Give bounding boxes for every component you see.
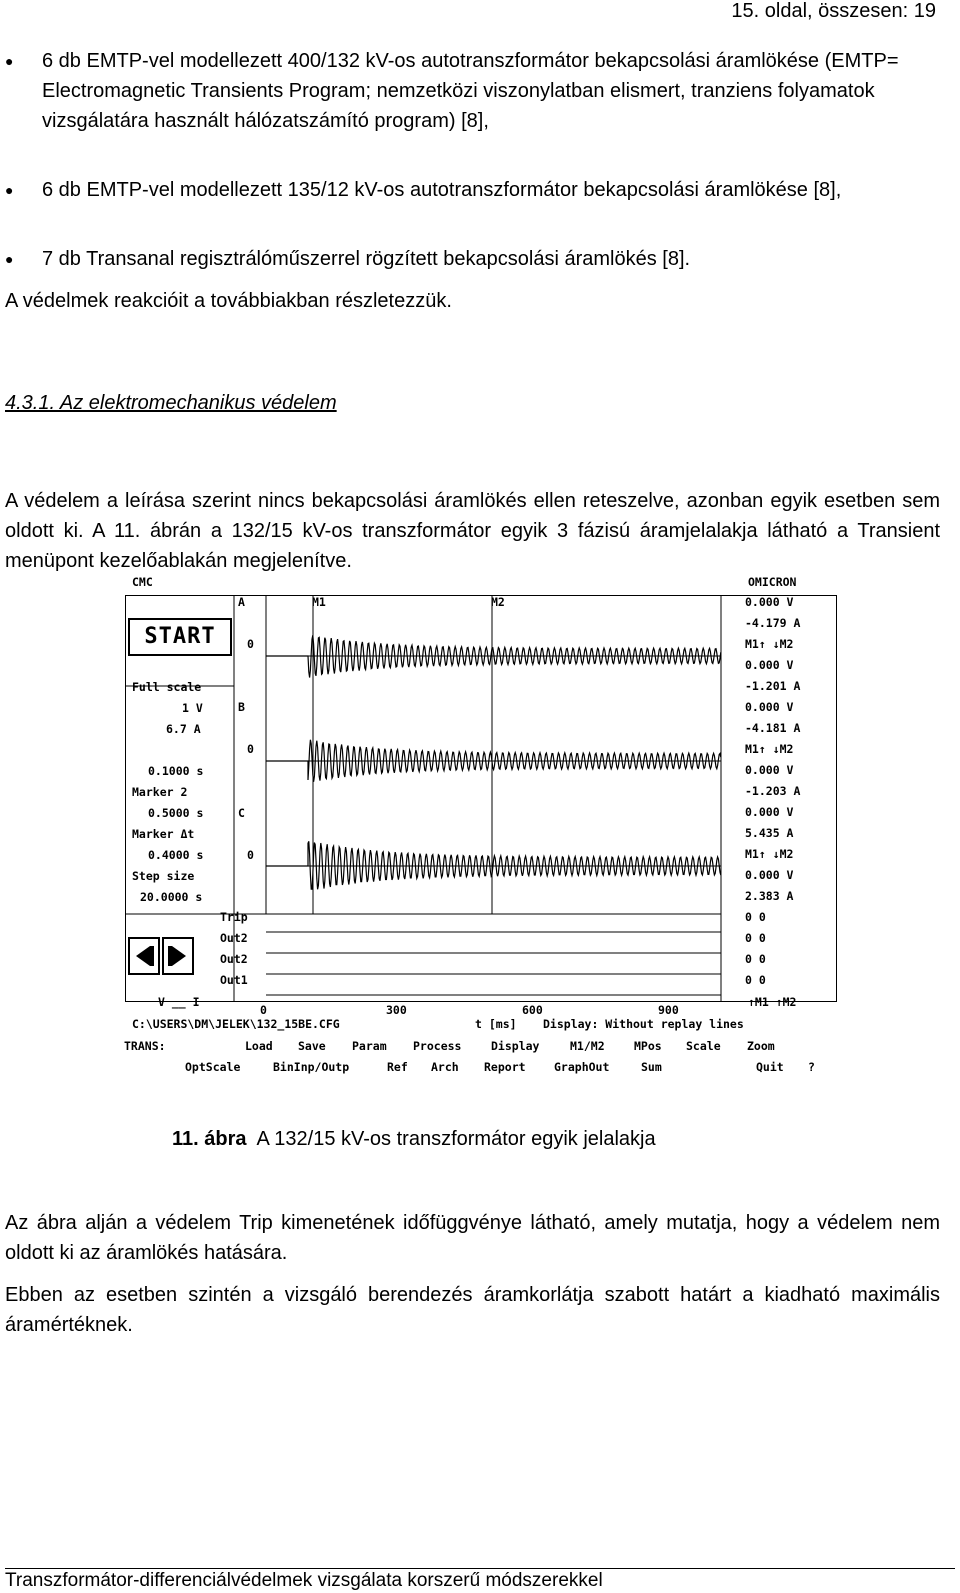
readout-value: M1↑ ↓M2 — [745, 847, 794, 861]
readout-value: 0 0 — [745, 952, 766, 966]
marker-m1-label: M1 — [312, 595, 326, 609]
readout-value: 0.000 V — [745, 700, 794, 714]
marker2-label: Marker 2 — [132, 785, 188, 799]
x-tick-0: 0 — [260, 1003, 267, 1017]
readout-value: 0 0 — [745, 910, 766, 924]
caption-label: 11. ábra — [172, 1128, 247, 1150]
caption-text: A 132/15 kV-os transzformátor egyik jelalakja — [256, 1128, 656, 1150]
marker2-time: 0.5000 s — [148, 806, 204, 820]
bullet-item: 6 db EMTP-vel modellezett 135/12 kV-os autotranszformátor bekapcsolási áramlökése [8], — [42, 179, 842, 201]
readout-value: -4.179 A — [745, 616, 801, 630]
transient-screen-figure — [120, 570, 840, 1080]
menu-help[interactable]: ? — [808, 1060, 815, 1074]
intro-text: A védelmek reakcióit a továbbiakban részletezzük. — [5, 290, 452, 312]
after-paragraph-2: Ebben az esetben szintén a vizsgáló berendezés áramkorlátja szabott határt a kiadható maximális áramértéknek. — [5, 1284, 940, 1336]
readout-value: 0 0 — [745, 973, 766, 987]
step-size-value: 20.0000 s — [140, 890, 203, 904]
display-mode: Display: Without replay lines — [543, 1017, 744, 1031]
figure-caption — [172, 1128, 656, 1151]
channel-b-label: B — [238, 700, 245, 714]
menu-m1m2[interactable]: M1/M2 — [570, 1039, 605, 1053]
readout-value: -1.203 A — [745, 784, 801, 798]
section-heading: 4.3.1. Az elektromechanikus védelem — [5, 392, 337, 414]
bullet-mark: ● — [5, 53, 14, 69]
readout-value: 0.000 V — [745, 658, 794, 672]
bullet-mark: ● — [5, 251, 14, 267]
readout-value: 0.000 V — [745, 805, 794, 819]
x-tick-900: 900 — [658, 1003, 679, 1017]
menu-zoom[interactable]: Zoom — [747, 1039, 775, 1053]
channel-a-zero: 0 — [247, 637, 254, 651]
menu-mpos[interactable]: MPos — [634, 1039, 662, 1053]
page-header: 15. oldal, összesen: 19 — [731, 0, 936, 22]
readout-value: 0.000 V — [745, 868, 794, 882]
channel-c-label: C — [238, 806, 245, 820]
menu-optscale[interactable]: OptScale — [185, 1060, 241, 1074]
menu-graphout[interactable]: GraphOut — [554, 1060, 610, 1074]
channel-a-label: A — [238, 595, 245, 609]
scroll-left-button[interactable] — [128, 937, 160, 975]
readout-value: -1.201 A — [745, 679, 801, 693]
menu-sum[interactable]: Sum — [641, 1060, 662, 1074]
menu-display[interactable]: Display — [491, 1039, 540, 1053]
start-button[interactable]: START — [128, 618, 232, 656]
readout-value: 0 0 — [745, 931, 766, 945]
readout-value: -4.181 A — [745, 721, 801, 735]
binary-out2-label: Out2 — [220, 931, 248, 945]
menu-process[interactable]: Process — [413, 1039, 462, 1053]
marker-delta-label: Marker Δt — [132, 827, 195, 841]
menu-report[interactable]: Report — [484, 1060, 526, 1074]
readout-value: M1↑ ↓M2 — [745, 637, 794, 651]
marker-delta-time: 0.4000 s — [148, 848, 204, 862]
scroll-right-button[interactable] — [162, 937, 194, 975]
readout-value: 0.000 V — [745, 595, 794, 609]
after-paragraph-1: Az ábra alján a védelem Trip kimenetének időfüggvénye látható, amely mutatja, hogy a védelem nem oldott ki az áramlökés hatására. — [5, 1212, 940, 1264]
menu-arch[interactable]: Arch — [431, 1060, 459, 1074]
binary-out2b-label: Out2 — [220, 952, 248, 966]
x-unit-label: t [ms] — [475, 1017, 517, 1031]
menu-bininp[interactable]: BinInp/Outp — [273, 1060, 350, 1074]
marker-bottom-label: ↑M1 ↑M2 — [748, 995, 797, 1009]
readout-value: 5.435 A — [745, 826, 794, 840]
menu-ref[interactable]: Ref — [387, 1060, 408, 1074]
menu-scale[interactable]: Scale — [686, 1039, 721, 1053]
full-scale-label: Full scale — [132, 680, 202, 694]
readout-value: M1↑ ↓M2 — [745, 742, 794, 756]
bullet-mark: ● — [5, 182, 14, 198]
channel-c-zero: 0 — [247, 848, 254, 862]
omicron-label: OMICRON — [748, 575, 797, 589]
readout-value: 0.000 V — [745, 763, 794, 777]
step-size-label: Step size — [132, 869, 195, 883]
file-path: C:\USERS\DM\JELEK\132_15BE.CFG — [132, 1017, 340, 1031]
marker1-time: 0.1000 s — [148, 764, 204, 778]
marker-m2-label: M2 — [491, 595, 505, 609]
full-scale-current: 6.7 A — [166, 722, 201, 736]
page-footer: Transzformátor-differenciálvédelmek vizsgálata korszerű módszerekkel — [5, 1570, 603, 1591]
footer-divider — [5, 1568, 955, 1569]
full-scale-voltage: 1 V — [182, 701, 203, 715]
x-tick-600: 600 — [522, 1003, 543, 1017]
menu-title: TRANS: — [124, 1039, 166, 1053]
cmc-label: CMC — [132, 575, 153, 589]
channel-b-zero: 0 — [247, 742, 254, 756]
waveform-trace — [266, 841, 721, 889]
section-paragraph: A védelem a leírása szerint nincs bekapcsolási áramlökés ellen reteszelve, azonban egyik esetben sem oldott ki. A 11. ábrán a 132/15 kV-os transzformátor egyik 3 fázisú áramjelalakja látható a Transient menüpont kezelőablakán megjelenítve. — [5, 490, 940, 572]
binary-trip-label: Trip — [220, 910, 248, 924]
readout-value: 2.383 A — [745, 889, 794, 903]
bullet-item: 6 db EMTP-vel modellezett 400/132 kV-os autotranszformátor bekapcsolási áramlökése (EMTP= Electromagnetic Transients Program; nemzetközi viszonylatban elismert, tranziens folyamatok vizsgálatára használt hálózatszámító program) [8], — [42, 50, 899, 132]
menu-load[interactable]: Load — [245, 1039, 273, 1053]
vi-label: V __ I — [158, 995, 200, 1009]
menu-save[interactable]: Save — [298, 1039, 326, 1053]
binary-out1-label: Out1 — [220, 973, 248, 987]
x-tick-300: 300 — [386, 1003, 407, 1017]
menu-param[interactable]: Param — [352, 1039, 387, 1053]
bullet-item: 7 db Transanal regisztrálóműszerrel rögzített bekapcsolási áramlökés [8]. — [42, 248, 691, 270]
menu-quit[interactable]: Quit — [756, 1060, 784, 1074]
